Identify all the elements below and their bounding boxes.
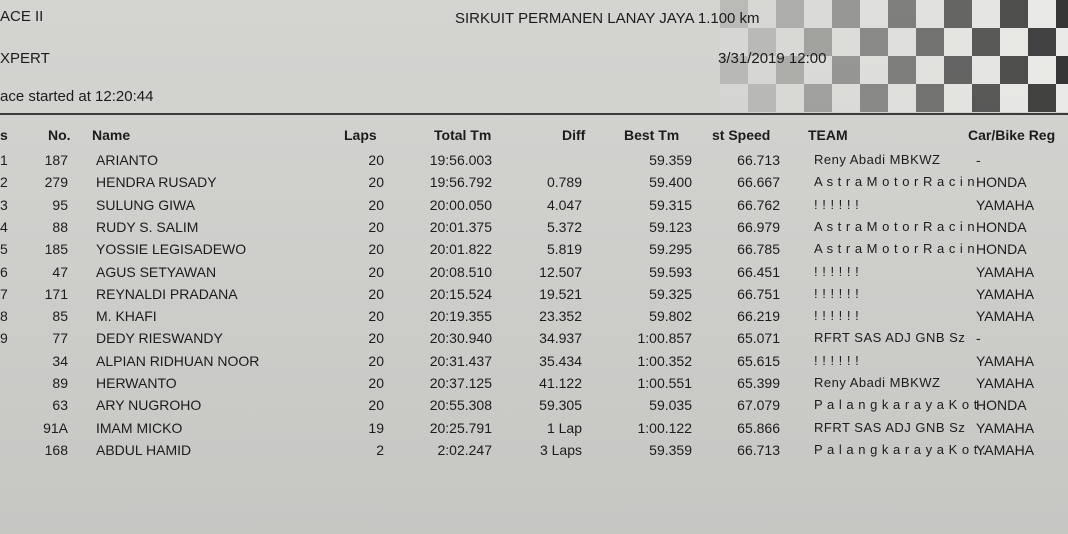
cell-total: 19:56.003 bbox=[429, 152, 492, 168]
cell-no: 85 bbox=[52, 308, 68, 325]
cell-diff: 4.047 bbox=[546, 196, 582, 213]
cell-best: 59.315 bbox=[649, 196, 692, 213]
cell-total: 20:01.375 bbox=[429, 218, 492, 235]
cell-best: 1:00.857 bbox=[637, 330, 692, 347]
cell-pos: 4 bbox=[0, 218, 8, 235]
cell-name: ARY NUGROHO bbox=[96, 397, 202, 414]
cell-total: 19:56.792 bbox=[429, 174, 492, 191]
cell-laps: 20 bbox=[368, 308, 384, 325]
header-divider bbox=[0, 113, 1068, 115]
cell-car: HONDA bbox=[976, 218, 1027, 235]
cell-speed: 66.713 bbox=[737, 441, 780, 458]
col-header-name: Name bbox=[92, 127, 131, 143]
cell-car: YAMAHA bbox=[976, 196, 1035, 213]
cell-name: DEDY RIESWANDY bbox=[96, 330, 223, 347]
cell-team: P a l a n g k a r a y a K o t . bbox=[814, 397, 987, 413]
cell-car: HONDA bbox=[976, 174, 1027, 191]
cell-speed: 65.866 bbox=[737, 419, 780, 436]
cell-best: 1:00.352 bbox=[637, 352, 692, 369]
cell-name: RUDY S. SALIM bbox=[96, 218, 199, 235]
cell-speed: 66.979 bbox=[737, 218, 780, 235]
cell-total: 20:25.791 bbox=[429, 419, 492, 436]
cell-car: HONDA bbox=[976, 241, 1027, 258]
cell-car: HONDA bbox=[976, 397, 1027, 414]
cell-team: A s t r a M o t o r R a c i n bbox=[814, 174, 976, 190]
cell-pos: 2 bbox=[0, 174, 8, 191]
cell-diff: 19.521 bbox=[539, 285, 582, 302]
cell-best: 59.359 bbox=[649, 441, 692, 458]
cell-laps: 20 bbox=[368, 375, 384, 391]
cell-laps: 20 bbox=[368, 263, 384, 280]
col-header-diff: Diff bbox=[562, 127, 586, 143]
cell-team: ! ! ! ! ! ! bbox=[814, 285, 860, 301]
cell-no: 47 bbox=[52, 263, 68, 280]
cell-car: YAMAHA bbox=[976, 308, 1035, 325]
cell-name: SULUNG GIWA bbox=[96, 196, 196, 213]
cell-diff: 3 Laps bbox=[539, 441, 582, 458]
col-header-laps: Laps bbox=[344, 127, 377, 143]
cell-diff: 1 Lap bbox=[546, 419, 582, 436]
cell-pos: 1 bbox=[0, 152, 8, 168]
cell-speed: 66.762 bbox=[737, 196, 780, 213]
cell-laps: 2 bbox=[376, 441, 384, 458]
circuit-name: SIRKUIT PERMANEN LANAY JAYA 1.100 km bbox=[455, 10, 760, 27]
cell-no: 95 bbox=[52, 196, 68, 213]
cell-laps: 20 bbox=[368, 241, 384, 258]
cell-best: 1:00.551 bbox=[637, 375, 692, 391]
cell-laps: 20 bbox=[368, 285, 384, 302]
col-header-pos: s bbox=[0, 127, 8, 143]
cell-name: HENDRA RUSADY bbox=[96, 174, 217, 191]
cell-speed: 65.071 bbox=[737, 330, 780, 347]
col-header-best: Best Tm bbox=[624, 127, 680, 143]
race-title: ACE II bbox=[0, 8, 44, 25]
cell-pos: 9 bbox=[0, 330, 8, 347]
cell-diff: 41.122 bbox=[539, 375, 582, 391]
cell-speed: 65.615 bbox=[737, 352, 780, 369]
cell-laps: 20 bbox=[368, 218, 384, 235]
cell-name: IMAM MICKO bbox=[96, 419, 183, 436]
cell-laps: 20 bbox=[368, 152, 384, 168]
cell-total: 20:19.355 bbox=[429, 308, 492, 325]
cell-total: 20:15.524 bbox=[429, 285, 492, 302]
cell-no: 168 bbox=[44, 441, 68, 458]
cell-team: Reny Abadi MBKWZ bbox=[814, 375, 941, 390]
cell-diff: 35.434 bbox=[539, 352, 582, 369]
col-header-total: Total Tm bbox=[434, 127, 492, 143]
cell-diff: 5.819 bbox=[546, 241, 582, 258]
cell-best: 59.035 bbox=[649, 397, 692, 414]
cell-car: YAMAHA bbox=[976, 441, 1035, 458]
col-header-speed: st Speed bbox=[712, 127, 771, 143]
cell-laps: 20 bbox=[368, 397, 384, 414]
cell-team: A s t r a M o t o r R a c i n bbox=[814, 218, 976, 234]
cell-team: ! ! ! ! ! ! bbox=[814, 196, 860, 212]
cell-car: YAMAHA bbox=[976, 263, 1035, 280]
cell-pos: 3 bbox=[0, 196, 8, 213]
cell-car: - bbox=[976, 330, 981, 347]
cell-no: 63 bbox=[52, 397, 68, 414]
cell-total: 20:30.940 bbox=[429, 330, 492, 347]
cell-diff: 5.372 bbox=[546, 218, 582, 235]
cell-speed: 65.399 bbox=[737, 375, 780, 391]
class-name: XPERT bbox=[0, 50, 50, 67]
cell-diff: 0.789 bbox=[546, 174, 582, 191]
cell-team: ! ! ! ! ! ! bbox=[814, 263, 860, 279]
cell-no: 34 bbox=[52, 352, 68, 369]
cell-speed: 66.219 bbox=[737, 308, 780, 325]
cell-pos: 8 bbox=[0, 308, 8, 325]
cell-team: RFRT SAS ADJ GNB Sz bbox=[814, 330, 966, 346]
race-datetime: 3/31/2019 12:00 bbox=[718, 50, 827, 67]
cell-car: - bbox=[976, 152, 981, 168]
cell-pos: 7 bbox=[0, 285, 8, 302]
col-header-no: No. bbox=[48, 127, 71, 143]
col-header-team: TEAM bbox=[808, 127, 848, 143]
cell-total: 20:00.050 bbox=[429, 196, 492, 213]
cell-name: REYNALDI PRADANA bbox=[96, 285, 238, 302]
cell-speed: 66.785 bbox=[737, 241, 780, 258]
cell-diff: 34.937 bbox=[539, 330, 582, 347]
cell-best: 59.593 bbox=[649, 263, 692, 280]
cell-team: ! ! ! ! ! ! bbox=[814, 352, 860, 368]
cell-best: 59.400 bbox=[649, 174, 692, 191]
cell-no: 185 bbox=[44, 241, 68, 258]
cell-team: ! ! ! ! ! ! bbox=[814, 308, 860, 324]
cell-best: 59.295 bbox=[649, 241, 692, 258]
cell-laps: 20 bbox=[368, 352, 384, 369]
cell-no: 91A bbox=[43, 419, 68, 436]
cell-total: 20:08.510 bbox=[429, 263, 492, 280]
cell-name: ARIANTO bbox=[96, 152, 158, 168]
cell-car: YAMAHA bbox=[976, 352, 1035, 369]
cell-name: ALPIAN RIDHUAN NOOR bbox=[96, 352, 260, 369]
cell-speed: 66.667 bbox=[737, 174, 780, 191]
cell-total: 2:02.247 bbox=[437, 441, 492, 458]
cell-name: HERWANTO bbox=[96, 375, 177, 391]
cell-name: ABDUL HAMID bbox=[96, 441, 192, 458]
cell-no: 187 bbox=[44, 152, 68, 168]
cell-laps: 20 bbox=[368, 330, 384, 347]
cell-team: RFRT SAS ADJ GNB Sz bbox=[814, 419, 966, 435]
cell-total: 20:55.308 bbox=[429, 397, 492, 414]
cell-laps: 20 bbox=[368, 196, 384, 213]
cell-pos: 6 bbox=[0, 263, 8, 280]
cell-speed: 66.451 bbox=[737, 263, 780, 280]
cell-best: 1:00.122 bbox=[637, 419, 692, 436]
cell-car: YAMAHA bbox=[976, 375, 1035, 391]
cell-diff: 59.305 bbox=[539, 397, 582, 414]
race-start-time: ace started at 12:20:44 bbox=[0, 88, 154, 105]
col-header-car: Car/Bike Reg bbox=[968, 127, 1056, 143]
cell-total: 20:37.125 bbox=[429, 375, 492, 391]
cell-speed: 67.079 bbox=[737, 397, 780, 414]
cell-no: 88 bbox=[52, 218, 68, 235]
cell-best: 59.802 bbox=[649, 308, 692, 325]
cell-total: 20:01.822 bbox=[429, 241, 492, 258]
cell-team: Reny Abadi MBKWZ bbox=[814, 152, 941, 167]
cell-laps: 20 bbox=[368, 174, 384, 191]
cell-best: 59.123 bbox=[649, 218, 692, 235]
cell-no: 89 bbox=[52, 375, 68, 391]
cell-diff: 23.352 bbox=[539, 308, 582, 325]
cell-best: 59.325 bbox=[649, 285, 692, 302]
cell-total: 20:31.437 bbox=[429, 352, 492, 369]
cell-car: YAMAHA bbox=[976, 419, 1035, 436]
cell-name: M. KHAFI bbox=[96, 308, 157, 325]
cell-diff: 12.507 bbox=[539, 263, 582, 280]
cell-no: 279 bbox=[44, 174, 68, 191]
cell-team: A s t r a M o t o r R a c i n bbox=[814, 241, 976, 257]
cell-best: 59.359 bbox=[649, 152, 692, 168]
cell-speed: 66.713 bbox=[737, 152, 780, 168]
cell-name: YOSSIE LEGISADEWO bbox=[96, 241, 247, 258]
cell-laps: 19 bbox=[368, 419, 384, 436]
cell-no: 171 bbox=[44, 285, 68, 302]
cell-speed: 66.751 bbox=[737, 285, 780, 302]
cell-pos: 5 bbox=[0, 241, 8, 258]
cell-name: AGUS SETYAWAN bbox=[96, 263, 217, 280]
cell-no: 77 bbox=[52, 330, 68, 347]
cell-team: P a l a n g k a r a y a K o t . bbox=[814, 441, 987, 457]
cell-car: YAMAHA bbox=[976, 285, 1035, 302]
